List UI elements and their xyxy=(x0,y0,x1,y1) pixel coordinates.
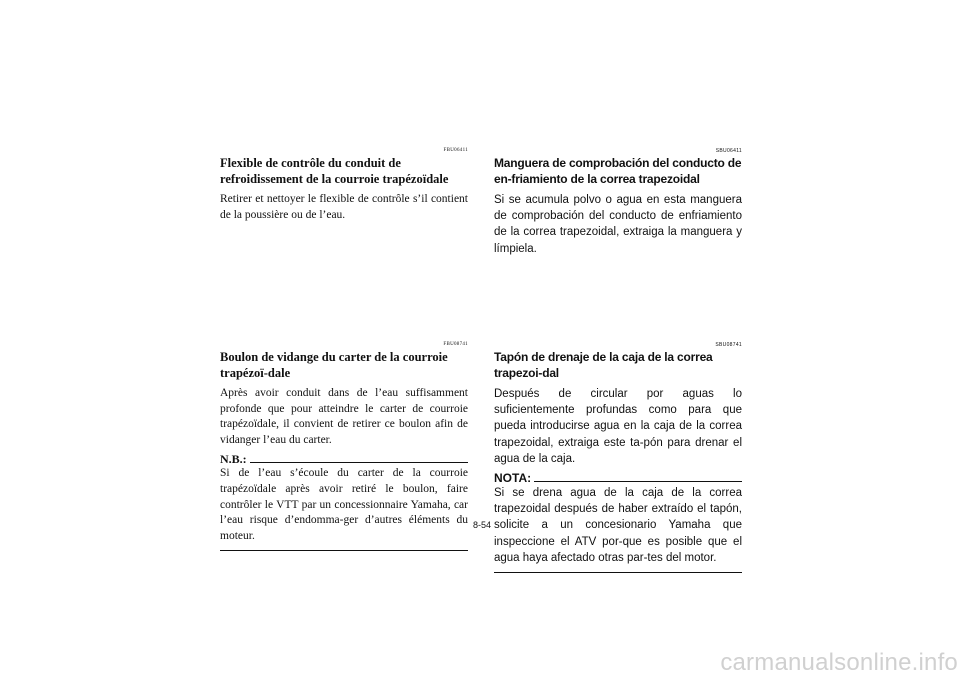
es-section-code: SBU08741 xyxy=(715,342,742,348)
es-note-label: NOTA: xyxy=(494,471,532,486)
es-note-header xyxy=(494,471,742,485)
es-note-body: Si se drena agua de la caja de la correa trapezoidal después de haber extraído el tapón, solicite a un concesionario Yamaha que inspeccione el ATV por-que es posible que el agua haya afectado otras par-tes del motor. xyxy=(494,487,742,564)
fr-section-heading: Boulon de vidange du carter de la courroie trapézoï-dale xyxy=(220,350,448,380)
fr-section-heading: Flexible de contrôle du conduit de refroidissement de la courroie trapézoïdale xyxy=(220,156,449,186)
fr-section-drain-bolt xyxy=(220,342,468,551)
fr-note-header xyxy=(220,452,468,466)
es-note-rule xyxy=(534,481,742,482)
fr-section-code: FBU06411 xyxy=(443,148,468,153)
es-note-end-rule xyxy=(494,572,742,573)
page-number: 8-54 xyxy=(472,520,491,530)
es-section-cooling-hose xyxy=(494,148,742,257)
fr-section-cooling-hose xyxy=(220,148,468,223)
fr-note-body: Si de l’eau s’écoule du carter de la courroie trapézoïdale après avoir retiré le boulon, faire contrôler le VTT par un concessionnaire Yamaha, car l’eau risque d’endomma-ger d’autres éléments du moteur. xyxy=(220,467,468,542)
es-section-code: SBU06411 xyxy=(715,148,742,154)
watermark: carmanualsonline.info xyxy=(720,649,958,676)
fr-section-body: Après avoir conduit dans de l’eau suffisamment profonde que pour atteindre le carter de courroie trapézoïdale, il convient de retirer ce boulon afin de vidanger l’eau du carter. xyxy=(220,387,468,446)
es-section-body: Si se acumula polvo o agua en esta manguera de comprobación del conducto de enfriamiento de la correa trapezoidal, extraiga la manguera y límpiela. xyxy=(494,194,742,255)
es-section-drain-plug xyxy=(494,342,742,573)
es-section-heading: Tapón de drenaje de la caja de la correa trapezoi-dal xyxy=(494,350,713,380)
fr-note-end-rule xyxy=(220,550,468,551)
fr-note-label: N.B.: xyxy=(220,452,247,467)
fr-section-code: FBU08741 xyxy=(443,342,468,347)
es-section-heading: Manguera de comprobación del conducto de en-friamiento de la correa trapezoidal xyxy=(494,156,742,186)
es-section-body: Después de circular por aguas lo suficientemente profundas como para que pueda introducirse agua en la caja de la correa trapezoidal, extraiga este ta-pón para drenar el agua de la caja. xyxy=(494,388,742,465)
fr-note-rule xyxy=(250,462,468,463)
fr-section-body: Retirer et nettoyer le flexible de contrôle s’il contient de la poussière ou de l’eau. xyxy=(220,193,468,221)
